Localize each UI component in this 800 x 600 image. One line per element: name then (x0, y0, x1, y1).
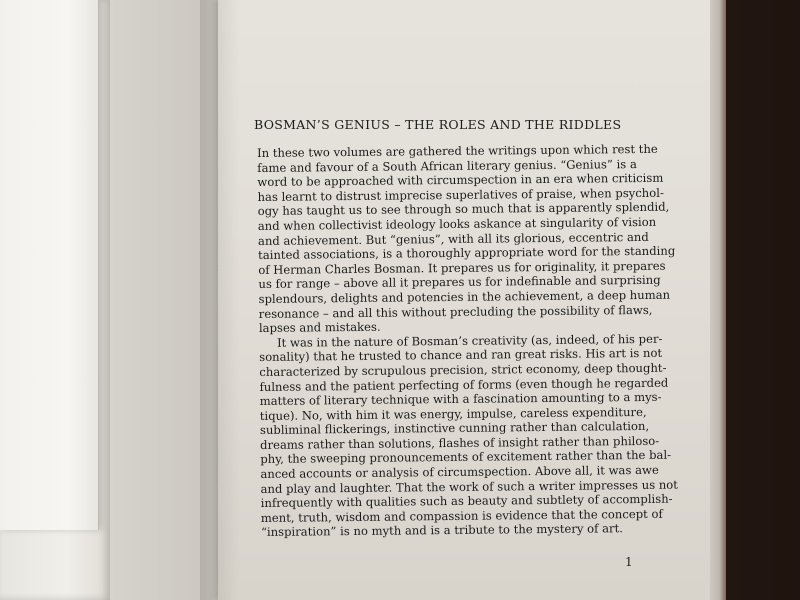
body-text (257, 141, 678, 540)
text-line: ment, truth, wisdom and compassion is evidence that the concept of (260, 506, 663, 525)
text-line: characterized by scrupulous precision, strict economy, deep thought- (259, 360, 667, 379)
page-number: 1 (625, 555, 633, 569)
text-line: word to be approached with circumspection in an era when criticism (257, 170, 664, 190)
text-line: tainted associations, is a thoroughly appropriate word for the standing (258, 243, 676, 263)
text-line: It was in the nature of Bosman’s creativity (as, indeed, of his per- (276, 331, 663, 350)
text-line: and play and laughter. That the work of such a writer impresses us not (260, 477, 678, 496)
text-line: us for range – above all it prepares us for indefinable and surprising (258, 273, 661, 292)
text-line: has learnt to distrust imprecise superlatives of praise, when psychol- (257, 185, 664, 204)
text-line: ogy has taught us to see through so much that is apparently splendid, (257, 200, 670, 219)
left-front-cover (0, 0, 99, 530)
text-line: In these two volumes are gathered the writings upon which rest the (257, 141, 658, 160)
text-line: phy, the sweeping pronouncements of excitement rather than the bal- (260, 448, 672, 467)
text-line: splendours, delights and potencies in the achievement, a deep human (258, 287, 671, 306)
text-line: and achievement. But “genius”, with all its glorious, eccentric and (257, 229, 649, 248)
text-line: subliminal flickerings, instinctive cunning rather than calculation, (259, 419, 650, 438)
text-line: lapses and mistakes. (258, 319, 381, 336)
chapter-heading: BOSMAN’S GENIUS – THE ROLES AND THE RIDDLES (254, 117, 622, 132)
text-line: fame and favour of a South African literary genius. “Genius” is a (257, 156, 637, 175)
text-line: sonality) that he trusted to chance and ran great risks. His art is not (259, 346, 663, 365)
page-edge (710, 0, 726, 600)
text-line: dreams rather than solutions, flashes of insight rather than philoso- (260, 433, 660, 452)
paragraph-2 (259, 331, 678, 540)
text-line: infrequently with qualities such as beauty and subtlety of accomplish- (260, 491, 673, 511)
paragraph-1 (257, 141, 676, 336)
text-line: and when collectivist ideology looks askance at singularity of vision (257, 214, 657, 233)
text-line: matters of literary technique with a fascination amounting to a mys- (259, 389, 662, 409)
gutter-shadow (200, 0, 240, 600)
text-line: “inspiration” is no myth and is a tribute to the mystery of art. (260, 521, 623, 540)
text-line: tique). No, with him it was energy, impulse, careless expenditure, (259, 404, 647, 423)
text-line: anced accounts or analysis of circumspection. Above all, it was awe (260, 462, 659, 482)
text-line: resonance – and all this without precluding the possibility of flaws, (258, 302, 653, 321)
text-line: fulness and the patient perfecting of forms (even though he regarded (259, 375, 669, 394)
text-line: of Herman Charles Bosman. It prepares us for originality, it prepares (258, 258, 666, 277)
